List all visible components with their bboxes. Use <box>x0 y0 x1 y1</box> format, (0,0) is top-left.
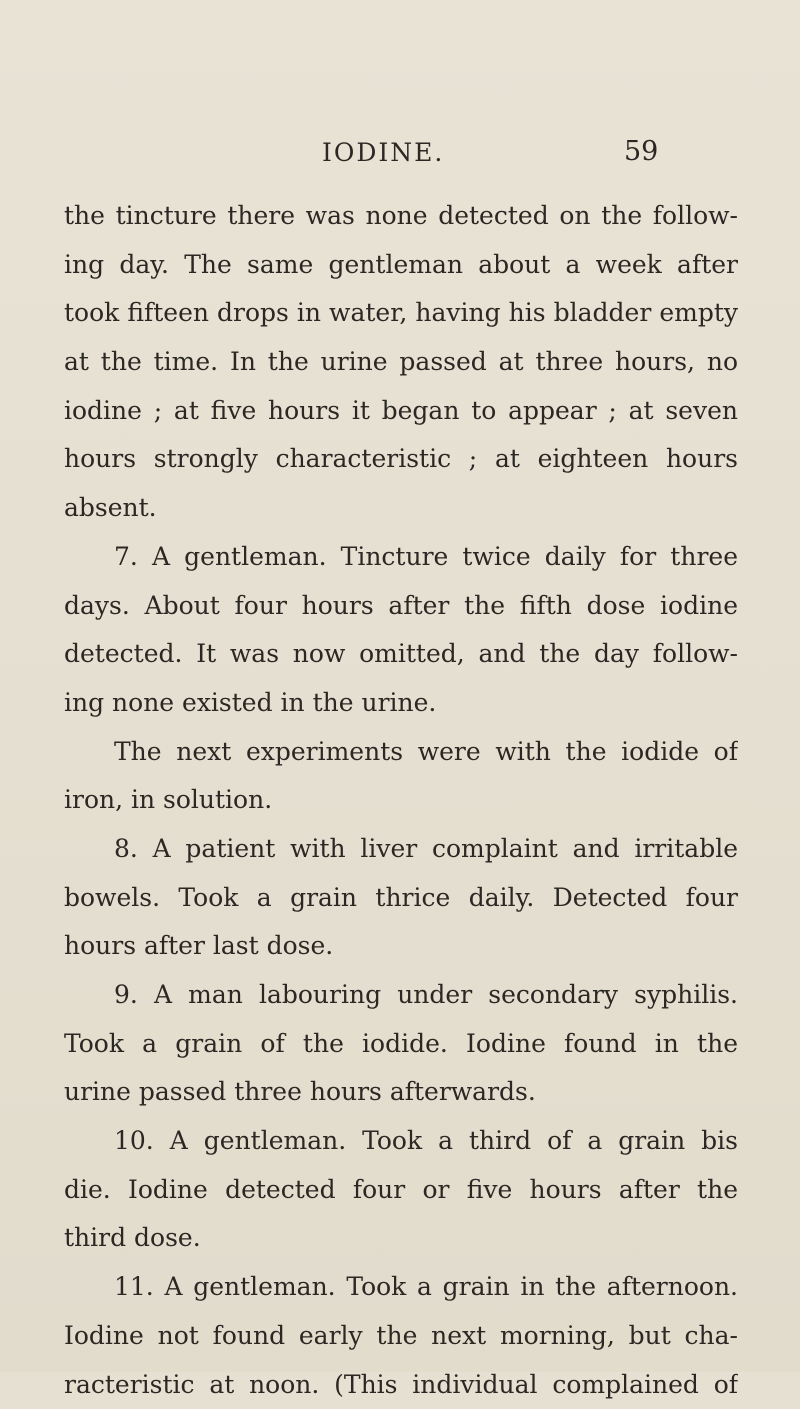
text-line: at the time. In the urine passed at three hours, no <box>64 338 738 387</box>
text-line: 11. A gentleman. Took a grain in the afternoon. <box>64 1263 738 1312</box>
text-line: die. Iodine detected four or five hours after the <box>64 1166 738 1215</box>
page-number: 59 <box>624 136 658 167</box>
text-line: 10. A gentleman. Took a third of a grain bis <box>64 1117 738 1166</box>
text-line: ing day. The same gentleman about a week after <box>64 241 738 290</box>
text-line: absent. <box>64 484 738 533</box>
text-line: iron, in solution. <box>64 776 738 825</box>
text-line: 8. A patient with liver complaint and irritable <box>64 825 738 874</box>
text-line: bowels. Took a grain thrice daily. Detected four <box>64 874 738 923</box>
text-line: iodine ; at five hours it began to appear ; at seven <box>64 387 738 436</box>
body-text <box>64 192 738 1409</box>
text-line: took fifteen drops in water, having his bladder empty <box>64 289 738 338</box>
text-line: 9. A man labouring under secondary syphilis. <box>64 971 738 1020</box>
text-line: the tincture there was none detected on the follow- <box>64 192 738 241</box>
text-line: Iodine not found early the next morning, but cha- <box>64 1312 738 1361</box>
text-line: Took a grain of the iodide. Iodine found in the <box>64 1020 738 1069</box>
text-line: ing none existed in the urine. <box>64 679 738 728</box>
running-title: IODINE. <box>322 138 444 167</box>
text-line: days. About four hours after the fifth dose iodine <box>64 582 738 631</box>
text-line: detected. It was now omitted, and the day follow- <box>64 630 738 679</box>
text-line: racteristic at noon. (This individual complained of <box>64 1361 738 1409</box>
running-head <box>0 138 800 174</box>
text-line: third dose. <box>64 1214 738 1263</box>
text-line: urine passed three hours afterwards. <box>64 1068 738 1117</box>
text-line: hours strongly characteristic ; at eighteen hours <box>64 435 738 484</box>
text-line: hours after last dose. <box>64 922 738 971</box>
text-line: 7. A gentleman. Tincture twice daily for three <box>64 533 738 582</box>
text-line: The next experiments were with the iodide of <box>64 728 738 777</box>
